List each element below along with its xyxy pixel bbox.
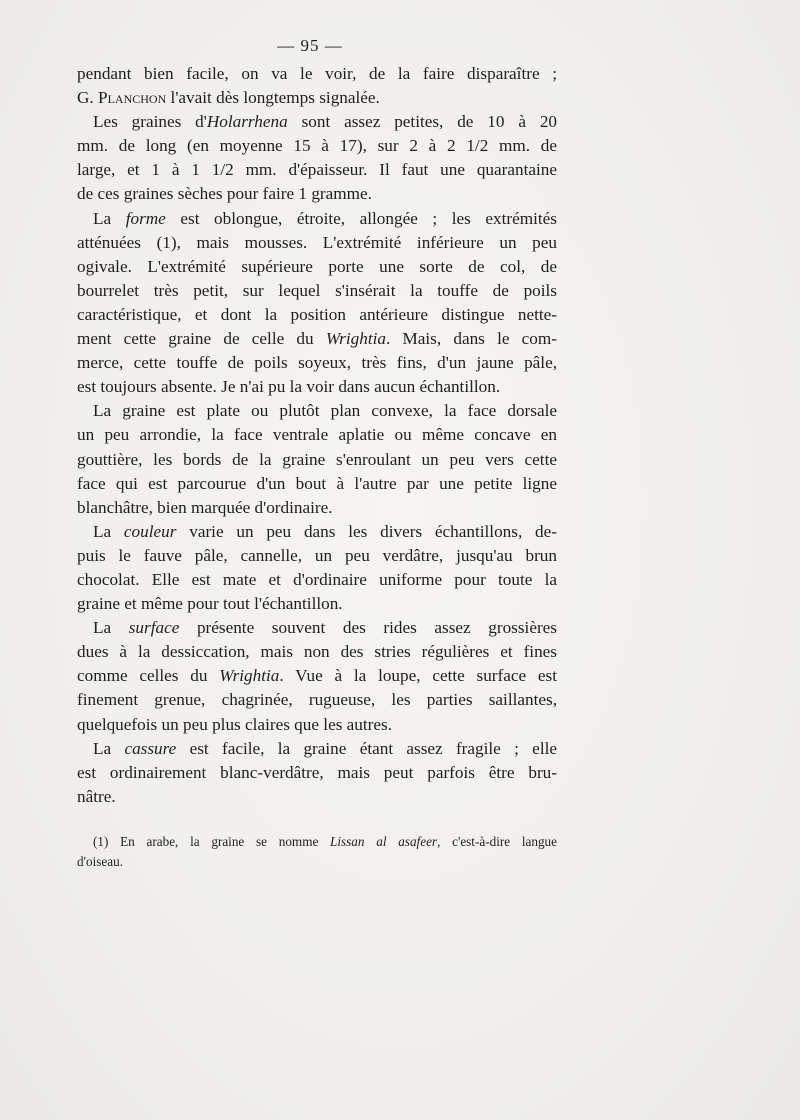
body-text [77,62,557,809]
text-segment: comme celles du [77,666,220,686]
paragraph [77,207,557,400]
text-segment: , c'est-à-dire langue [437,834,558,849]
text-segment: ment cette graine de celle du [77,329,326,349]
text-segment: . Mais, dans le com- [385,329,557,349]
text-segment: La [93,208,126,228]
text-segment: Les graines d' [93,112,207,132]
text-segment: l'avait dès longtemps signalée. [166,88,380,108]
text-line: chocolat. Elle est mate et d'ordinaire uniforme pour toute la [77,569,557,589]
text-line: La graine est plate ou plutôt plan convexe, la face dorsale [93,401,557,421]
footnote-line [77,832,557,852]
text-line: graine et même pour tout l'échantillon. [77,594,343,614]
text-line: atténuées (1), mais mousses. L'extrémité inférieure un peu [77,232,557,252]
text-line [77,207,557,231]
text-line [77,327,557,351]
text-line: face qui est parcourue d'un bout à l'autre par une petite ligne [77,473,557,493]
text-line: mm. de long (en moyenne 15 à 17), sur 2 à 2 1/2 mm. de [77,136,557,156]
italic-term: forme [125,208,166,228]
text-line: est toujours absente. Je n'ai pu la voir dans aucun échantillon. [77,377,501,397]
text-line: pendant bien facile, on va le voir, de la faire disparaître ; [77,64,557,83]
text-line: un peu arrondie, la face ventrale aplatie ou même concave en [77,425,557,445]
text-line [77,86,557,110]
paragraph [77,616,557,736]
text-line: de ces graines sèches pour faire 1 gramme. [77,184,372,204]
text-line: puis le fauve pâle, cannelle, un peu verdâtre, jusqu'au brun [77,545,557,565]
paragraph [77,520,557,616]
text-segment: varie un peu dans les divers échantillons, de- [176,521,557,541]
text-segment: . Vue à la loupe, cette surface est [279,666,557,686]
text-line: merce, cette touffe de poils soyeux, très fins, d'un jaune pâle, [77,353,557,373]
text-line: large, et 1 à 1 1/2 mm. d'épaisseur. Il faut une quarantaine [77,160,557,180]
text-segment: La [93,738,125,758]
text-line: nâtre. [77,786,116,806]
italic-term: Holarrhena [206,112,288,132]
footnote-line: d'oiseau. [77,854,123,869]
text-line: caractéristique, et dont la position antérieure distingue nette- [77,304,557,324]
italic-term: cassure [124,738,177,758]
italic-term: Wrightia [325,329,386,349]
text-line [77,737,557,761]
paragraph [77,737,557,809]
text-line [77,616,557,640]
text-segment: est facile, la graine étant assez fragile ; elle [176,738,557,758]
paragraph [77,399,557,519]
text-line [77,110,557,134]
text-line: gouttière, les bords de la graine s'enroulant un peu vers cette [77,449,557,469]
text-line: quelquefois un peu plus claires que les autres. [77,714,393,734]
italic-term: Wrightia [219,666,280,686]
paragraph [77,110,557,206]
italic-term: surface [128,618,180,638]
text-segment: est oblongue, étroite, allongée ; les extrémités [165,208,557,228]
text-line [77,520,557,544]
paragraph [77,62,557,110]
text-line [77,664,557,688]
text-line: finement grenue, chagrinée, rugueuse, les parties saillantes, [77,690,557,710]
text-segment: (1) En arabe, la graine se nomme [93,834,331,849]
italic-term: couleur [123,521,177,541]
text-line: dues à la dessiccation, mais non des stries régulières et fines [77,642,557,662]
italic-term: Lissan al asafeer [330,834,438,849]
page-number: — 95 — [277,36,343,55]
footnote [77,832,557,872]
text-line: blanchâtre, bien marquée d'ordinaire. [77,497,333,517]
text-line: est ordinairement blanc-verdâtre, mais peut parfois être bru- [77,762,557,782]
text-line: bourrelet très petit, sur lequel s'insérait la touffe de poils [77,280,557,300]
text-segment: présente souvent des rides assez grossières [179,618,557,638]
text-line: ogivale. L'extrémité supérieure porte une sorte de col, de [77,256,557,276]
author-name: Planchon [98,88,167,108]
text-segment: La [93,618,129,638]
text-segment: La [93,521,124,541]
text-segment: sont assez petites, de 10 à 20 [287,112,558,132]
text-segment: G. [77,88,99,108]
